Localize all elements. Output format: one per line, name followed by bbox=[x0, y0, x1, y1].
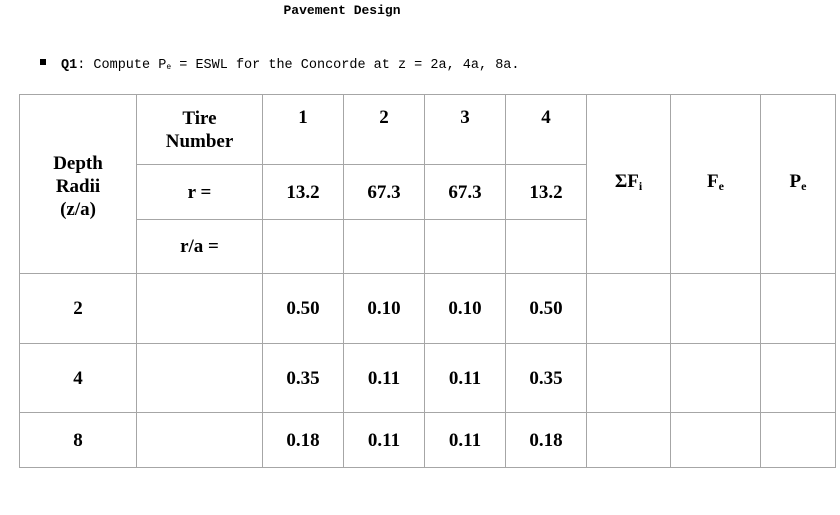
r-value-2: 67.3 bbox=[344, 165, 425, 220]
pe-cell bbox=[761, 274, 836, 344]
factor-cell: 0.35 bbox=[263, 344, 344, 413]
page-title: Pavement Design bbox=[283, 3, 401, 18]
depth-radii-header bbox=[20, 95, 137, 274]
depth-value: 2 bbox=[20, 274, 137, 344]
ra-value-1 bbox=[263, 220, 344, 274]
question-line bbox=[40, 57, 520, 77]
fe-cell bbox=[671, 274, 761, 344]
factor-cell: 0.10 bbox=[425, 274, 506, 344]
factor-cell: 0.18 bbox=[506, 413, 587, 468]
factor-cell: 0.50 bbox=[263, 274, 344, 344]
tire-number-4: 4 bbox=[506, 95, 587, 165]
question-text: : Compute $P_e$ = ESWL for the Concorde at z = 2a, 4a, 8a. bbox=[77, 58, 520, 73]
fe-cell bbox=[671, 413, 761, 468]
fe-header: $F_e$ bbox=[671, 95, 761, 274]
depth-value: 8 bbox=[20, 413, 137, 468]
question-label: Q1 bbox=[61, 58, 78, 73]
ra-cell bbox=[137, 344, 263, 413]
ra-cell bbox=[137, 274, 263, 344]
factor-cell: 0.11 bbox=[344, 344, 425, 413]
table-row bbox=[20, 274, 836, 344]
pe-cell bbox=[761, 344, 836, 413]
pe-header: $P_e$ bbox=[761, 95, 836, 274]
ra-value-2 bbox=[344, 220, 425, 274]
factor-cell: 0.11 bbox=[425, 344, 506, 413]
r-value-1: 13.2 bbox=[263, 165, 344, 220]
ra-value-3 bbox=[425, 220, 506, 274]
ra-value-4 bbox=[506, 220, 587, 274]
factor-cell: 0.11 bbox=[425, 413, 506, 468]
r-value-4: 13.2 bbox=[506, 165, 587, 220]
r-label: r = bbox=[137, 165, 263, 220]
factor-cell: 0.35 bbox=[506, 344, 587, 413]
bullet-icon bbox=[40, 59, 46, 65]
depth-value: 4 bbox=[20, 344, 137, 413]
table-row bbox=[20, 344, 836, 413]
sum-f-cell bbox=[587, 274, 671, 344]
factor-cell: 0.50 bbox=[506, 274, 587, 344]
factor-cell: 0.11 bbox=[344, 413, 425, 468]
ra-cell bbox=[137, 413, 263, 468]
sum-f-header: $\Sigma F_i$ bbox=[587, 95, 671, 274]
r-value-3: 67.3 bbox=[425, 165, 506, 220]
table-row bbox=[20, 413, 836, 468]
header-row-tire-number bbox=[20, 95, 836, 165]
eswl-table bbox=[19, 94, 836, 468]
fe-cell bbox=[671, 344, 761, 413]
tire-number-3: 3 bbox=[425, 95, 506, 165]
tire-number-label: Tire Number bbox=[137, 95, 263, 165]
tire-number-1: 1 bbox=[263, 95, 344, 165]
depth-header-text: Depth Radii (z/a) bbox=[53, 152, 103, 220]
ra-label: r/a = bbox=[137, 220, 263, 274]
factor-cell: 0.10 bbox=[344, 274, 425, 344]
factor-cell: 0.18 bbox=[263, 413, 344, 468]
sum-f-cell bbox=[587, 344, 671, 413]
pe-cell bbox=[761, 413, 836, 468]
sum-f-cell bbox=[587, 413, 671, 468]
tire-number-2: 2 bbox=[344, 95, 425, 165]
